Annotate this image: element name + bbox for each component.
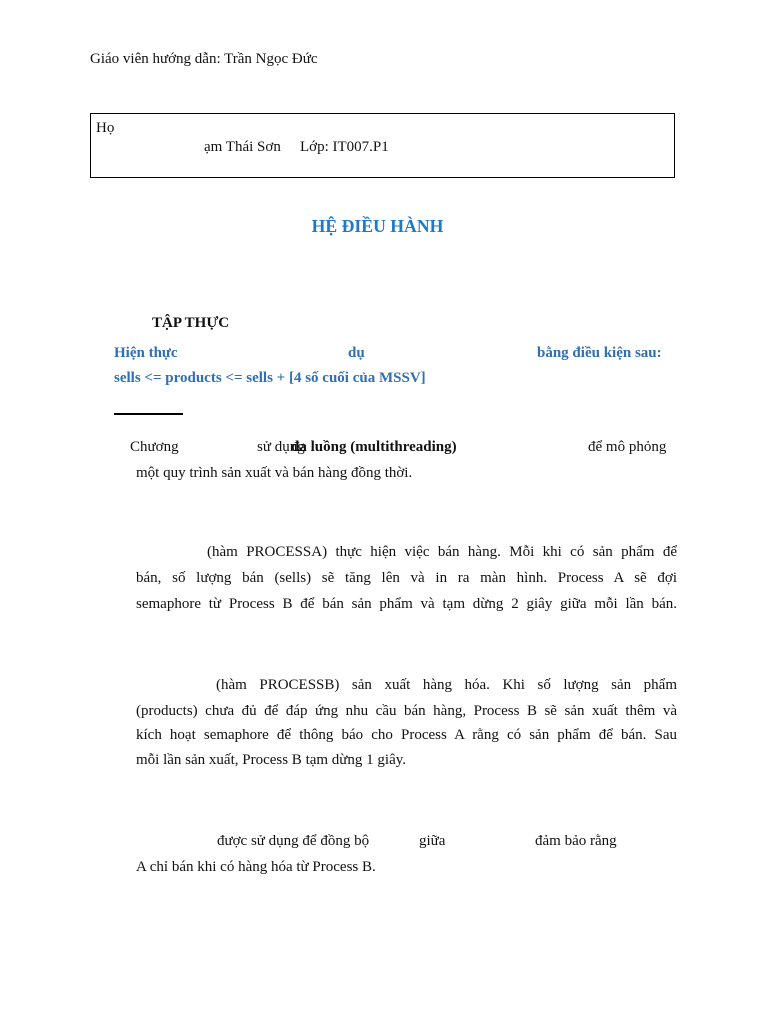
requirement-word-2: dụ — [348, 345, 365, 361]
p1-line-2: một quy trình sản xuất và bán hàng đồng thời. — [136, 465, 413, 481]
p4-line-2: A chỉ bán khi có hàng hóa từ Process B. — [136, 859, 376, 875]
p1-word-1: Chương — [130, 439, 179, 455]
p3-line-3: kích hoạt semaphore để thông báo cho Process A rằng có sản phẩm để bán. Sau — [136, 727, 677, 743]
p4-word-1: được sử dụng để đồng bộ — [217, 833, 370, 849]
document-title: HỆ ĐIỀU HÀNH — [311, 216, 444, 236]
student-name-fragment: ạm Thái Sơn — [204, 139, 281, 155]
requirement-word-3: bằng điều kiện sau: — [537, 345, 662, 361]
p1-multithreading: đa luồng (multithreading) — [291, 439, 457, 455]
p2-line-3: semaphore từ Process B để bán sản phẩm và tạm dừng 2 giây giữa mỗi lần bán. — [136, 596, 677, 612]
student-class: Lớp: IT007.P1 — [300, 139, 389, 155]
p3-line-4: mỗi lần sản xuất, Process B tạm dừng 1 giây. — [136, 752, 407, 768]
p1-word-2: sử dụng — [257, 439, 305, 455]
p1-word-4: để mô phỏng — [588, 439, 667, 455]
requirement-word-1: Hiện thực — [114, 345, 178, 361]
teacher-line: Giáo viên hướng dẫn: Trần Ngọc Đức — [90, 51, 318, 67]
p2-line-1: (hàm PROCESSA) thực hiện việc bán hàng. Mỗi khi có sản phẩm để — [207, 544, 677, 560]
section-heading: TẬP THỰC — [152, 315, 230, 331]
info-label-ho: Họ — [96, 120, 115, 136]
p4-word-2: giữa — [419, 833, 446, 849]
p3-line-2: (products) chưa đủ để đáp ứng nhu cầu bán hàng, Process B sẽ sản xuất thêm và — [136, 703, 677, 719]
p3-line-1: (hàm PROCESSB) sản xuất hàng hóa. Khi số lượng sản phẩm — [216, 677, 677, 693]
requirement-condition: sells <= products <= sells + [4 số cuối của MSSV] — [114, 370, 426, 386]
p4-word-3: đảm bảo rằng — [535, 833, 617, 849]
p2-line-2: bán, số lượng bán (sells) sẽ tăng lên và in ra màn hình. Process A sẽ đợi — [136, 570, 677, 586]
section-divider — [114, 413, 183, 415]
